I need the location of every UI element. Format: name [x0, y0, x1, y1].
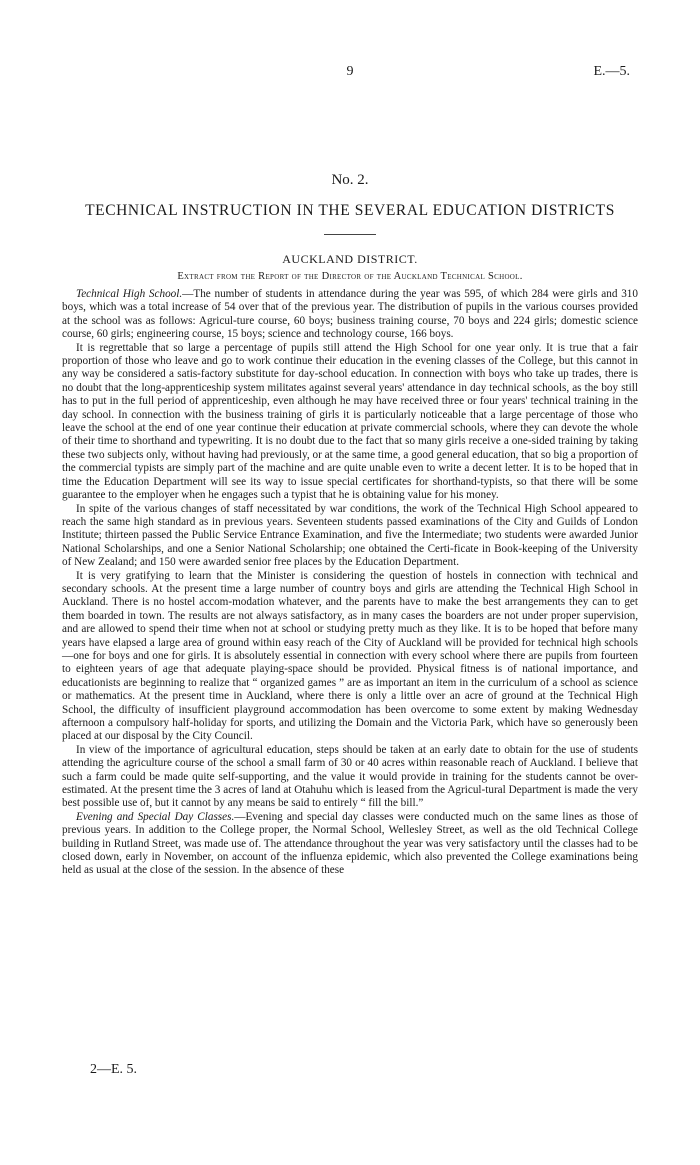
paragraph-text: —Evening and special day classes were conducted much on the same lines as those of previous years. In addition to the College proper, the Normal School, Wellesley Street, as well as the old Technical College building in Rutland Street, was made use of. The attendance throughout the year was very satisfactory until the classes had to be closed down, early in November, on account of the influenza epidemic, which also prevented the College examinations being held as usual at the close of the session. In the absence of these: [62, 810, 638, 877]
paragraph: [62, 342, 638, 503]
body-text: [62, 288, 638, 878]
paragraph: [62, 288, 638, 342]
paragraph-lead: Technical High School.: [76, 288, 183, 300]
section-number: No. 2.: [331, 172, 369, 188]
paragraph-text: It is regrettable that so large a percentage of pupils still attend the High School for one year only. It is true that a fair proportion of those who leave and go to work continue their education in the evening classes of the College, but this cannot in any way be considered a satis-factory substitute for day-school education. In connection with boys who take up trades, there is no doubt that the long-apprenticeship system militates against several years' attendance in day technical schools, as the boy still has to put in the full period of apprenticeship, even although he may have received three or four years' technical training in the day school. In connection with the business training of girls it is particularly noticeable that a large percentage of those who leave the school at the end of one year continue their education at private commercial schools, where they can devote the whole of their time to shorthand and typewriting. It is no doubt due to the fact that so many girls receive a one-sided training by taking these two subjects only, without having had previously, or at the same time, a good general education, that so big a proportion of the commercial typists are simply part of the machine and are quite unable even to write a decent letter. It is to be hoped that in time the Education Department will see its way to issue special certificates for shorthand-typists, so that there will be some guarantee to the employer when he engages such a typist that he is obtaining value for his money.: [62, 341, 638, 502]
document-reference: E.—5.: [593, 64, 630, 79]
paragraph-lead: Evening and Special Day Classes.: [76, 810, 235, 823]
page-title: TECHNICAL INSTRUCTION IN THE SEVERAL EDUCATION DISTRICTS: [85, 202, 615, 219]
divider: [324, 234, 376, 235]
paragraph-text: In view of the importance of agricultural education, steps should be taken at an early date to obtain for the use of students attending the agriculture course of the school a small farm of 30 or 40 acres within reasonable reach of Auckland. I believe that such a farm could be made quite self-supporting, and the value it would provide in training for the students cannot be over-estimated. At the present time the 3 acres of land at Otahuhu which is leased from the Agricul-tural Department is made the very best possible use of, but it cannot by any means be said to entirely “ fill the bill.”: [62, 743, 638, 810]
district-heading: AUCKLAND DISTRICT.: [282, 252, 418, 266]
paragraph: [62, 570, 638, 744]
page-number: 9: [346, 64, 354, 79]
paragraph-text: It is very gratifying to learn that the Minister is considering the question of hostels in connection with technical and secondary schools. At the present time a large number of country boys and girls are attending the Technical High School in Auckland. There is no hostel accom-modation whatever, and the parents have to make the best arrangements they can to get them boarded in town. The results are not always satisfactory, as in many cases the boarders are not under proper supervision, and are allowed to spend their time when not at school or studying pretty much as they like. It is to be hoped that before many years have elapsed a large area of ground within easy reach of the City of Auckland will be provided for technical high schools—one for boys and one for girls. It is absolutely essential in connection with every school where there are pupils from fourteen to eighteen years of age that adequate playing-space should be provided. Physical fitness is of national importance, and educationists are beginning to realize that “ organized games ” are as important an item in the curriculum of a school as science or mathematics. At the present time in Auckland, where there is only a little over an acre of ground at the Technical High School, the difficulty of insufficient playground accommodation has been overcome to some extent by making Wednesday afternoon a compulsory half-holiday for sports, and utilizing the Domain and the Victoria Park, which have so generously been placed at our disposal by the City Council.: [62, 569, 638, 743]
paragraph: [62, 503, 638, 570]
paragraph: [62, 744, 638, 811]
extract-heading: Extract from the Report of the Director of the Auckland Technical School.: [177, 271, 523, 282]
paragraph-text: —The number of students in attendance during the year was 595, of which 284 were girls and 310 boys, which was a total increase of 54 over that of the previous year. The distribution of pupils in the various courses provided at the school was as follows: Agricul-ture course, 60 boys; business training course, 70 boys and 224 girls; domestic science course, 60 girls; engineering course, 15 boys; science and technology course, 166 boys.: [62, 288, 638, 341]
paragraph-text: In spite of the various changes of staff necessitated by war conditions, the work of the Technical High School appeared to reach the same high standard as in previous years. Seventeen students passed examinations of the City and Guilds of London Institute; thirteen passed the Public Service Entrance Examination, and five the Intermediate; two students were awarded Junior National Scholarships, and one a Senior National Scholarship; one obtained the Certi-ficate in Book-keeping of the University of New Zealand; and 150 were awarded senior free places by the Education Department.: [62, 502, 638, 569]
paragraph: [62, 811, 638, 878]
footer-signature: 2—E. 5.: [90, 1062, 138, 1077]
